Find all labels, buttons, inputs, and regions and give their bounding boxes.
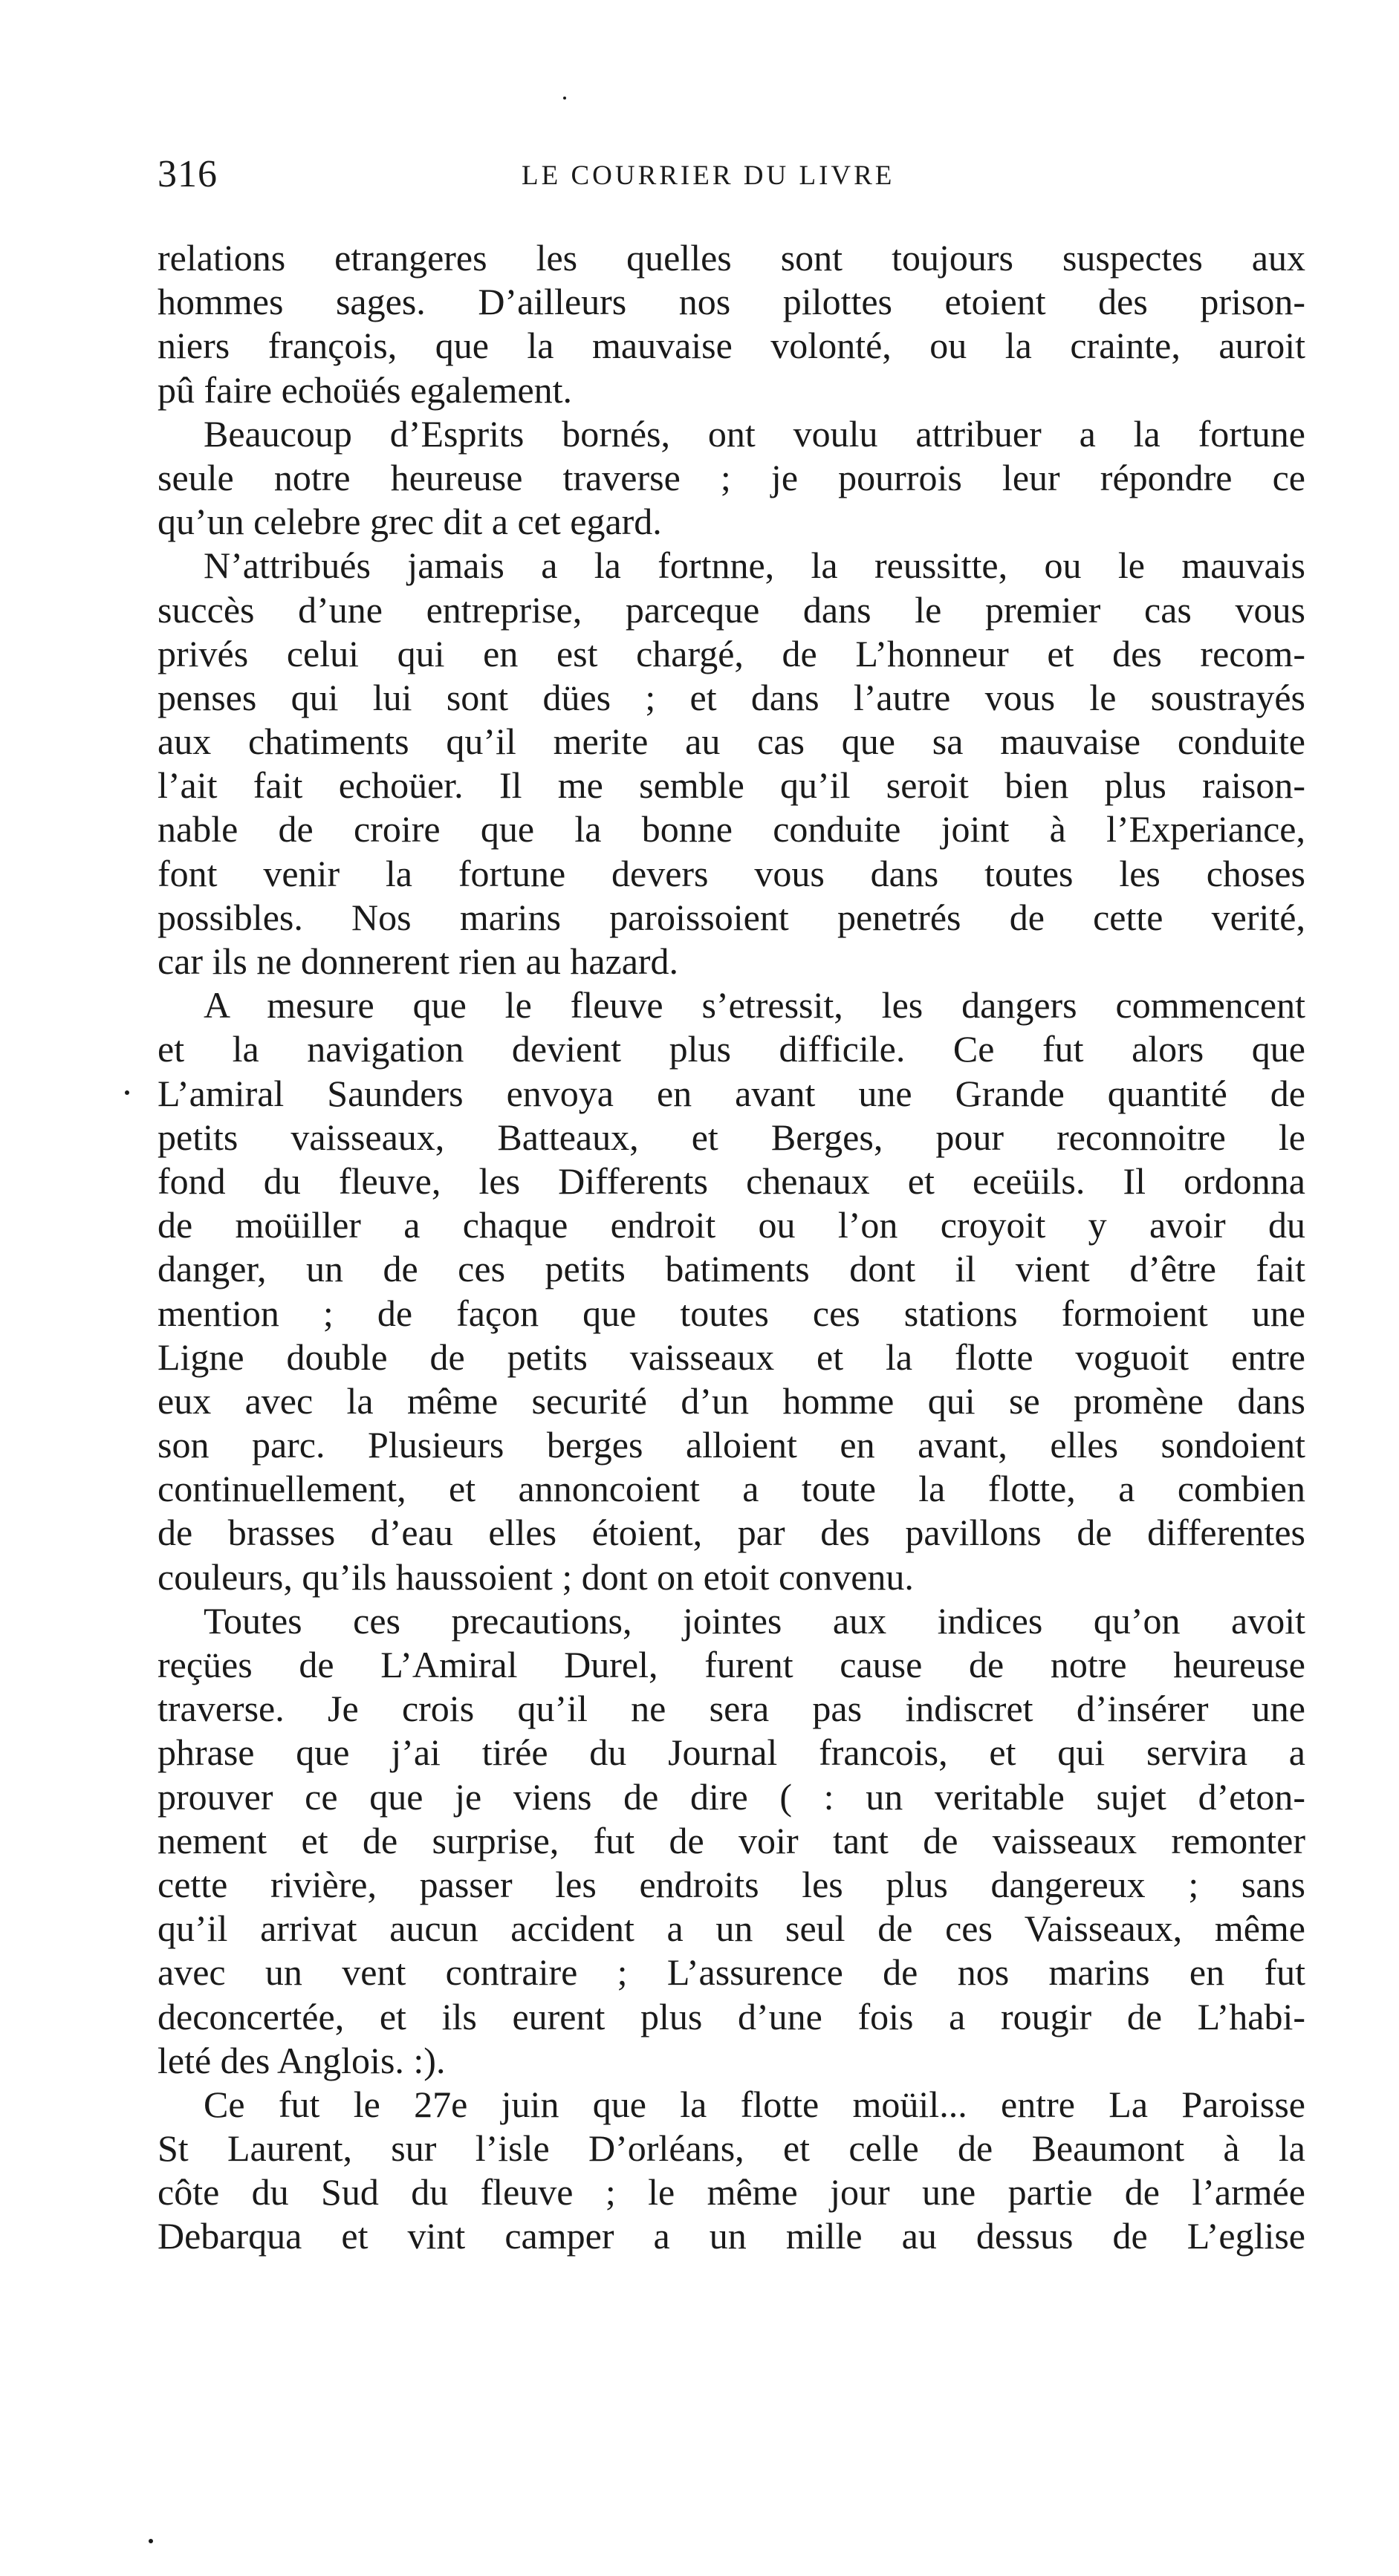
text-line: de brasses d’eau elles étoient, par des pavillons de differentes bbox=[158, 1512, 1305, 1554]
text-line: phrase que j’ai tirée du Journal francois, et qui servira a bbox=[158, 1731, 1305, 1774]
text-line: continuellement, et annoncoient a toute la flotte, a combien bbox=[158, 1468, 1305, 1510]
text-line: reçües de L’Amiral Durel, furent cause de notre heureuse bbox=[158, 1644, 1305, 1685]
text-line: privés celui qui en est chargé, de L’honneur et des recom- bbox=[158, 632, 1305, 674]
text-line: nable de croire que la bonne conduite joint à l’Experiance, bbox=[158, 808, 1305, 850]
page-number: 316 bbox=[158, 153, 218, 195]
text-line: Toutes ces precautions, jointes aux indices qu’on avoit bbox=[204, 1599, 1305, 1642]
text-line: danger, un de ces petits batiments dont il vient d’être fait bbox=[158, 1248, 1305, 1290]
text-line: hommes sages. D’ailleurs nos pilottes etoient des prison- bbox=[158, 281, 1305, 323]
text-line: A mesure que le fleuve s’etressit, les dangers commencent bbox=[204, 984, 1305, 1027]
text-line: eux avec la même securité d’un homme qui se promène dans bbox=[158, 1379, 1305, 1422]
text-line: font venir la fortune devers vous dans toutes les choses bbox=[158, 852, 1305, 894]
text-line: son parc. Plusieurs berges alloient en avant, elles sondoient bbox=[158, 1424, 1305, 1466]
print-speck bbox=[563, 97, 566, 100]
text-line: petits vaisseaux, Batteaux, et Berges, pour reconnoitre le bbox=[158, 1116, 1305, 1158]
paragraph bbox=[158, 983, 1305, 1599]
text-line: possibles. Nos marins paroissoient penetrés de cette verité, bbox=[158, 896, 1305, 938]
text-line: relations etrangeres les quelles sont toujours suspectes aux bbox=[158, 237, 1305, 279]
text-line: seule notre heureuse traverse ; je pourrois leur répondre ce bbox=[158, 456, 1305, 498]
paragraph bbox=[158, 236, 1305, 412]
text-line: avec un vent contraire ; L’assurence de nos marins en fut bbox=[158, 1951, 1305, 1994]
text-line: succès d’une entreprise, parceque dans le premier cas vous bbox=[158, 588, 1305, 631]
text-line: de moüiller a chaque endroit ou l’on croyoit y avoir du bbox=[158, 1204, 1305, 1246]
text-line: et la navigation devient plus difficile. Ce fut alors que bbox=[158, 1028, 1305, 1070]
text-line: côte du Sud du fleuve ; le même jour une partie de l’armée bbox=[158, 2171, 1305, 2214]
print-speck bbox=[125, 1090, 129, 1095]
text-line: Debarqua et vint camper a un mille au dessus de L’eglise bbox=[158, 2215, 1305, 2257]
text-line: qu’il arrivat aucun accident a un seul de ces Vaisseaux, même bbox=[158, 1907, 1305, 1950]
text-line: prouver ce que je viens de dire ( : un veritable sujet d’eton- bbox=[158, 1775, 1305, 1818]
text-line: cette rivière, passer les endroits les plus dangereux ; sans bbox=[158, 1863, 1305, 1905]
paragraph bbox=[158, 544, 1305, 983]
text-line: deconcertée, et ils eurent plus d’une fois a rougir de L’habi- bbox=[158, 1995, 1305, 2037]
text-line: Ce fut le 27e juin que la flotte moüil... entre La Paroisse bbox=[204, 2083, 1305, 2125]
text-line: leté des Anglois. :). bbox=[158, 2039, 446, 2081]
text-line: niers françois, que la mauvaise volonté, ou la crainte, auroit bbox=[158, 325, 1305, 367]
text-line: car ils ne donnerent rien au hazard. bbox=[158, 940, 679, 982]
text-line: traverse. Je crois qu’il ne sera pas indiscret d’insérer une bbox=[158, 1688, 1305, 1730]
text-line: St Laurent, sur l’isle D’orléans, et celle de Beaumont à la bbox=[158, 2127, 1305, 2170]
text-line: N’attribués jamais a la fortnne, la reussitte, ou le mauvais bbox=[204, 544, 1305, 587]
text-line: pû faire echoüés egalement. bbox=[158, 368, 573, 411]
body-text bbox=[158, 236, 1305, 2259]
text-line: penses qui lui sont dües ; et dans l’autre vous le soustrayés bbox=[158, 676, 1305, 718]
text-line: aux chatiments qu’il merite au cas que sa mauvaise conduite bbox=[158, 721, 1305, 763]
paragraph bbox=[158, 2083, 1305, 2259]
text-line: mention ; de façon que toutes ces stations formoient une bbox=[158, 1292, 1305, 1334]
text-line: fond du fleuve, les Differents chenaux et eceüils. Il ordonna bbox=[158, 1159, 1305, 1202]
running-head bbox=[158, 152, 1305, 197]
text-line: couleurs, qu’ils haussoient ; dont on etoit convenu. bbox=[158, 1555, 914, 1598]
text-line: nement et de surprise, fut de voir tant de vaisseaux remonter bbox=[158, 1819, 1305, 1861]
paragraph bbox=[158, 412, 1305, 544]
text-line: qu’un celebre grec dit a cet egard. bbox=[158, 501, 662, 543]
text-line: L’amiral Saunders envoya en avant une Grande quantité de bbox=[158, 1072, 1305, 1114]
text-line: Ligne double de petits vaisseaux et la flotte voguoit entre bbox=[158, 1336, 1305, 1378]
text-line: l’ait fait echoüer. Il me semble qu’il seroit bien plus raison- bbox=[158, 764, 1305, 807]
text-line: Beaucoup d’Esprits bornés, ont voulu attribuer a la fortune bbox=[204, 412, 1305, 455]
running-title: LE COURRIER DU LIVRE bbox=[522, 160, 895, 191]
paragraph bbox=[158, 1599, 1305, 2083]
print-speck bbox=[149, 2539, 153, 2543]
